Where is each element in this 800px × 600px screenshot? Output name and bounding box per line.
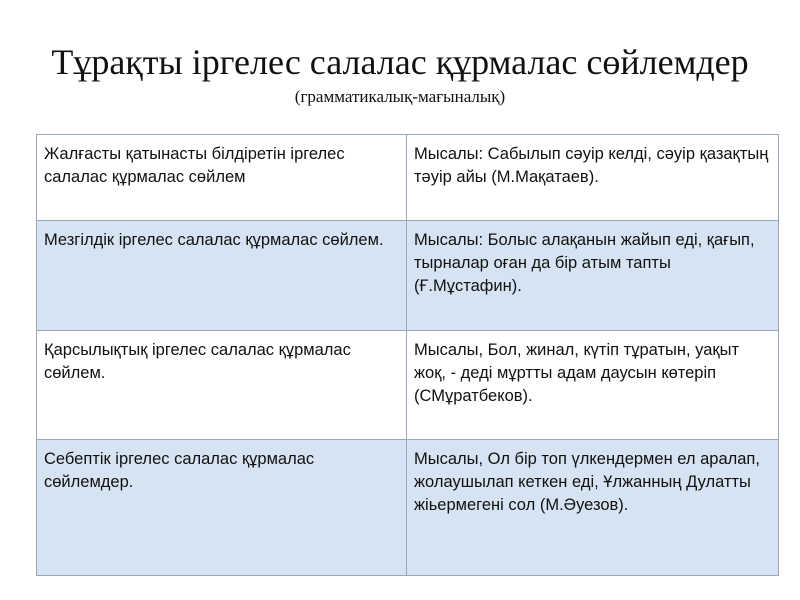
example-cell: Мысалы: Сабылып сәуір келді, сәуір қазақтың тәуір айы (М.Мақатаев). [407,135,779,221]
sentence-type-cell: Себептік іргелес салалас құрмалас сөйлемдер. [37,440,407,576]
example-cell: Мысалы, Бол, жинал, күтіп тұратын, уақыт жоқ, - деді мұртты адам даусын көтеріп (СМұратбеков). [407,331,779,440]
table-row [37,135,779,221]
slide-subtitle: (грамматикалық-мағыналық) [294,87,506,106]
sentence-type-cell: Мезгілдік іргелес салалас құрмалас сөйлем. [37,221,407,331]
table-row [37,440,779,576]
slide-title: Тұрақты іргелес салалас құрмалас сөйлемдер [51,42,749,82]
sentence-type-cell: Қарсылықтық іргелес салалас құрмалас сөйлем. [37,331,407,440]
table-row [37,331,779,440]
sentence-type-cell: Жалғасты қатынасты білдіретін іргелес салалас құрмалас сөйлем [37,135,407,221]
example-cell: Мысалы, Ол бір топ үлкендермен ел аралап, жолаушылап кеткен еді, Ұлжанның Дулатты жіьермегені сол (М.Әуезов). [407,440,779,576]
table-row [37,221,779,331]
example-cell: Мысалы: Болыс алақанын жайып еді, қағып, тырналар оған да бір атым тапты (Ғ.Мұстафин). [407,221,779,331]
sentence-types-table [36,134,779,576]
